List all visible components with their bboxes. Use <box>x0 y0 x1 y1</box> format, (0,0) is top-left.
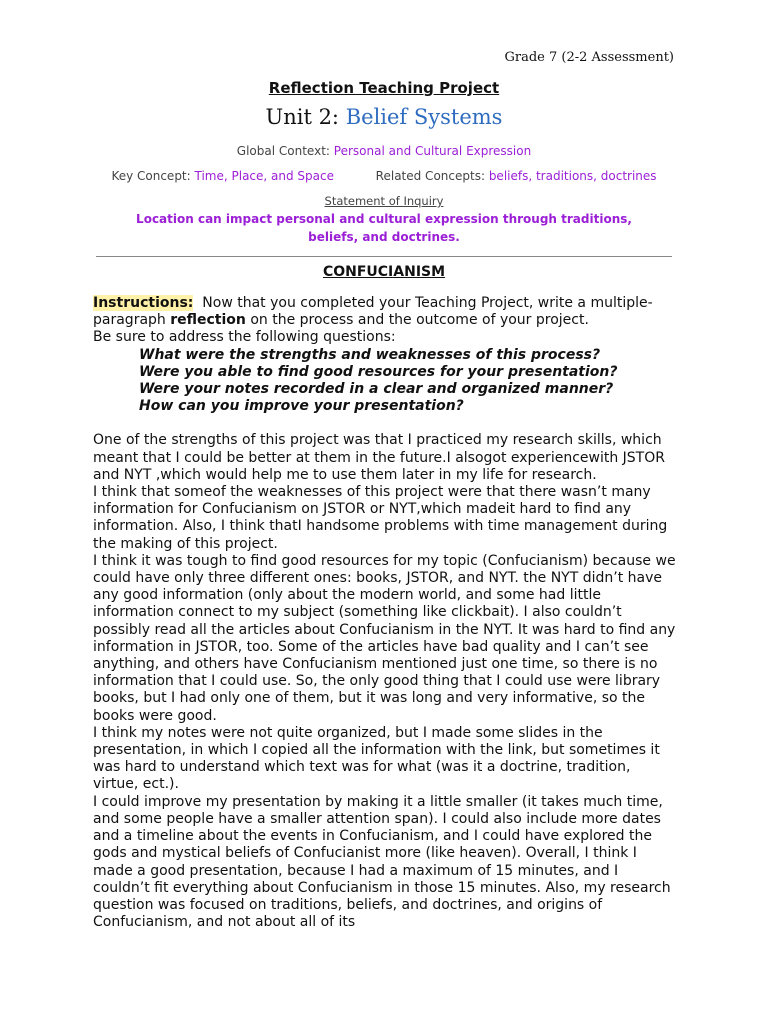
instructions-bold-word: reflection <box>170 312 246 329</box>
instructions-label: Instructions: <box>93 295 194 311</box>
reflection-paragraph: I think my notes were not quite organized, but I made some slides in the presentation, in which I copied all the information with the link, but sometimes it was hard to understand which text was for what (was it a doctrine, tradition, virtue, ect.). <box>93 724 660 793</box>
global-context-value: Personal and Cultural Expression <box>333 144 532 158</box>
global-context-label: Global Context: <box>236 144 330 158</box>
reflection-paragraph: I think that someof the weaknesses of this project were that there wasn’t many information for Confucianism on JSTOR or NYT,which madeit hard to find any information. Also, I think thatI handsome problems with time management during the making of this project. <box>93 484 668 552</box>
question-item: Were you able to find good resources for your presentation? <box>139 363 618 380</box>
instructions-paragraph <box>93 295 678 329</box>
reflection-paragraph: I think it was tough to find good resources for my topic (Confucianism) because we could have only three different ones: books, JSTOR, and NYT. the NYT didn’t have any good information (only about the modern world, and some had little information connect to my subject (something like clickbait). I also couldn’t possibly read all the articles about Confucianism in the NYT. It was hard to find any information in JSTOR, too. Some of the articles have bad quality and I can’t see anything, and others have Confucianism mentioned just one time, so there is no information that I could use. So, the only good thing that I could use were library books, but I had only one of them, but it was long and very informative, so the books were good. <box>93 552 676 724</box>
global-context-row <box>0 144 768 158</box>
key-concept-label: Key Concept: <box>111 169 191 183</box>
question-item: Were your notes recorded in a clear and organized manner? <box>139 381 614 398</box>
address-line: Be sure to address the following questions: <box>93 329 396 346</box>
instructions-text-after: on the process and the outcome of your project. <box>245 312 589 329</box>
concepts-row <box>0 169 768 183</box>
key-concept-value: Time, Place, and Space <box>194 169 335 183</box>
unit-name: Belief Systems <box>345 105 503 129</box>
statement-of-inquiry-label: Statement of Inquiry <box>324 194 444 208</box>
document-title: Reflection Teaching Project <box>268 79 500 97</box>
related-concepts-value: beliefs, traditions, doctrines <box>488 169 657 183</box>
related-concepts-label: Related Concepts: <box>375 169 485 183</box>
document-body <box>93 295 678 931</box>
question-item: How can you improve your presentation? <box>139 398 464 415</box>
unit-heading <box>0 105 768 129</box>
grade-label: Grade 7 (2-2 Assessment) <box>504 50 674 65</box>
reflection-paragraph: One of the strengths of this project was that I practiced my research skills, which meant that I could be better at them in the future.I alsogot experiencewith JSTOR and NYT ,which would help me to use them later in my life for research. <box>93 432 665 483</box>
instructions-text-before: Now that you completed your Teaching Project, write a multiple-paragraph <box>93 295 653 329</box>
question-item: What were the strengths and weaknesses of this process? <box>139 346 601 363</box>
section-title: CONFUCIANISM <box>322 264 446 280</box>
reflection-paragraph: I could improve my presentation by making it a little smaller (it takes much time, and some people have a smaller attention span). I could also include more dates and a timeline about the events in Confucianism, and I could have explored the gods and mystical beliefs of Confucianist more (like heaven). Overall, I think I made a good presentation, because I had a maximum of 15 minutes, and I couldn’t fit everything about Confucianism in those 15 minutes. Also, my research question was focused on traditions, beliefs, and doctrines, and origins of Confucianism, and not about all of its <box>93 793 671 931</box>
horizontal-divider <box>96 256 672 257</box>
unit-prefix: Unit 2: <box>265 105 340 129</box>
statement-of-inquiry-text: Location can impact personal and cultural expression through traditions, beliefs, and doctrines. <box>136 212 632 244</box>
